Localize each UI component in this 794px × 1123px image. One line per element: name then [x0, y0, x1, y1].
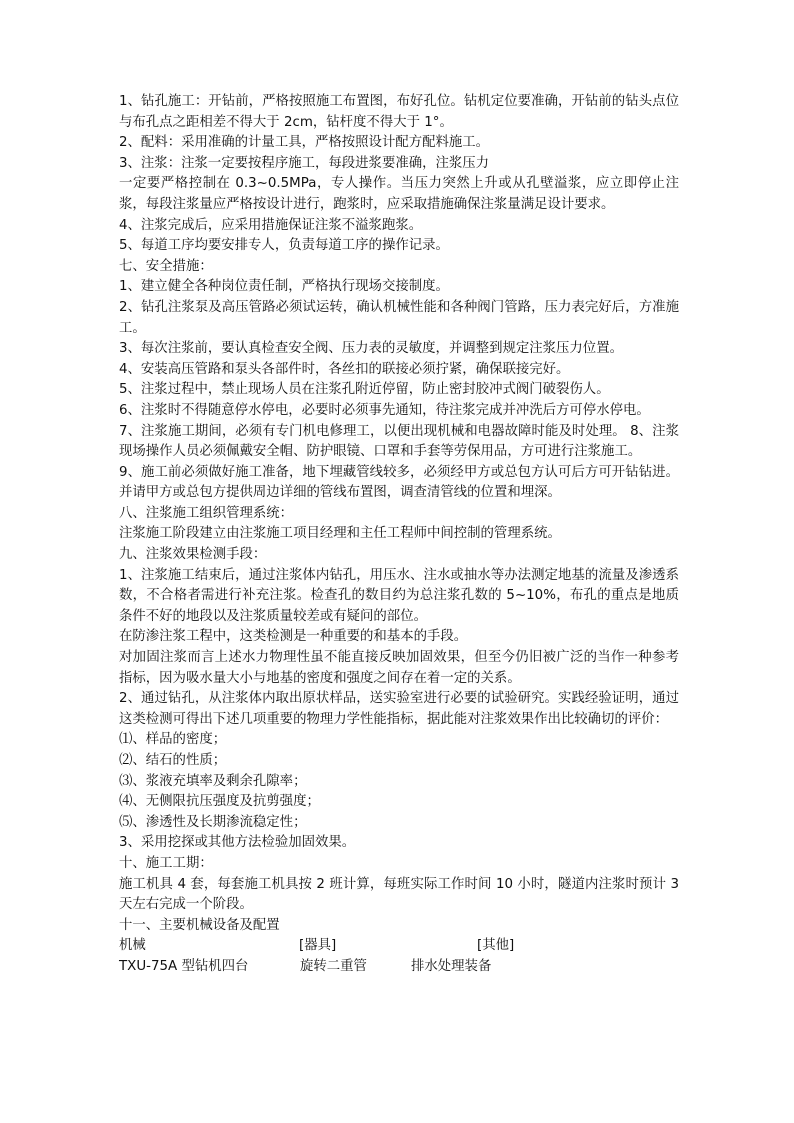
- paragraph: 7、注浆施工期间，必须有专门机电修理工，以便出现机械和电器故障时能及时处理。 8、注浆现场操作人员必须佩戴安全帽、防护眼镜、口罩和手套等劳保用品，方可进行注浆施工。: [119, 423, 679, 460]
- equipment-header-row: [119, 936, 679, 957]
- list-item: ⑴、样品的密度；: [119, 732, 227, 748]
- equipment-tools: 旋转二重管: [300, 958, 367, 974]
- list-item: ⑸、渗透性及长期渗流稳定性；: [119, 814, 307, 830]
- paragraph: 3、每次注浆前，要认真检查安全阀、压力表的灵敏度，并调整到规定注浆压力位置。: [119, 341, 623, 357]
- paragraph: 9、施工前必须做好施工准备，地下埋藏管线较多，必须经甲方或总包方认可后方可开钻钻进。并请甲方或总包方提供周边详细的管线布置图，调查清管线的位置和埋深。: [119, 464, 679, 501]
- equipment-header-machinery: 机械: [119, 938, 146, 954]
- paragraph: 1、钻孔施工：开钻前，严格按照施工布置图，布好孔位。钻机定位要准确，开钻前的钻头点位与布孔点之距相差不得大于 2cm，钻杆度不得大于 1°。: [119, 94, 679, 130]
- section-heading: 十一、主要机械设备及配置: [119, 917, 280, 933]
- paragraph: 4、安装高压管路和泵头各部件时，各丝扣的联接必须拧紧，确保联接完好。: [119, 361, 570, 377]
- paragraph: 一定要严格控制在 0.3~0.5MPa，专人操作。当压力突然上升或从孔壁溢浆，应立即停止注浆，每段注浆量应严格按设计进行，跑浆时，应采取措施确保注浆量满足设计要求。: [119, 176, 679, 212]
- equipment-other: 排水处理装备: [411, 958, 492, 974]
- paragraph: 5、每道工序均要安排专人，负责每道工序的操作记录。: [119, 238, 449, 254]
- list-item: ⑶、浆液充填率及剩余孔隙率；: [119, 773, 307, 789]
- equipment-machinery: TXU-75A 型钻机四台: [119, 958, 249, 974]
- paragraph: 1、注浆施工结束后，通过注浆体内钻孔，用压水、注水或抽水等办法测定地基的流量及渗透系数，不合格者需进行补充注浆。检查孔的数目约为总注浆孔数的 5~10%，布孔的重点是地质条件不好的地段以及注浆质量较差或有疑问的部位。: [119, 567, 679, 624]
- paragraph: 在防渗注浆工程中，这类检测是一种重要的和基本的手段。: [119, 629, 468, 645]
- list-item: ⑵、结石的性质；: [119, 753, 227, 768]
- paragraph: 6、注浆时不得随意停水停电，必要时必须事先通知，待注浆完成并冲洗后方可停水停电。: [119, 402, 650, 418]
- paragraph: 4、注浆完成后，应采用措施保证注浆不溢浆跑浆。: [119, 217, 423, 233]
- paragraph: 注浆施工阶段建立由注浆施工项目经理和主任工程师中间控制的管理系统。: [119, 526, 561, 542]
- paragraph: 施工机具 4 套，每套施工机具按 2 班计算，每班实际工作时间 10 小时，隧道内注浆时预计 3 天左右完成一个阶段。: [119, 876, 679, 913]
- paragraph: 1、建立健全各种岗位责任制，严格执行现场交接制度。: [119, 279, 449, 295]
- document-page: [119, 92, 679, 978]
- section-heading: 八、注浆施工组织管理系统：: [119, 505, 294, 521]
- paragraph: 2、钻孔注浆泵及高压管路必须试运转，确认机械性能和各种阀门管路，压力表完好后，方准施工。: [119, 299, 679, 336]
- equipment-header-tools: [器具]: [299, 938, 337, 954]
- section-heading: 十、施工工期：: [119, 855, 213, 871]
- section-heading: 七、安全措施：: [119, 258, 213, 274]
- section-heading: 九、注浆效果检测手段：: [119, 547, 267, 563]
- paragraph: 2、通过钻孔，从注浆体内取出原状样品，送实验室进行必要的试验研究。实践经验证明，通过这类检测可得出下述几项重要的物理力学性能指标，据此能对注浆效果作出比较确切的评价：: [119, 691, 679, 727]
- paragraph: 3、采用挖探或其他方法检验加固效果。: [119, 835, 356, 851]
- paragraph: 对加固注浆而言上述水力物理性虽不能直接反映加固效果，但至今仍旧被广泛的当作一种参考指标，因为吸水量大小与地基的密度和强度之间存在着一定的关系。: [119, 650, 679, 686]
- list-item: ⑷、无侧限抗压强度及抗剪强度；: [119, 794, 320, 810]
- equipment-row: [119, 957, 679, 978]
- paragraph: 5、注浆过程中，禁止现场人员在注浆孔附近停留，防止密封胶冲式阀门破裂伤人。: [119, 382, 610, 398]
- paragraph: 2、配料：采用准确的计量工具，严格按照设计配方配料施工。: [119, 135, 490, 151]
- paragraph: 3、注浆：注浆一定要按程序施工，每段进浆要准确，注浆压力: [119, 155, 490, 171]
- equipment-header-other: [其他]: [477, 938, 515, 954]
